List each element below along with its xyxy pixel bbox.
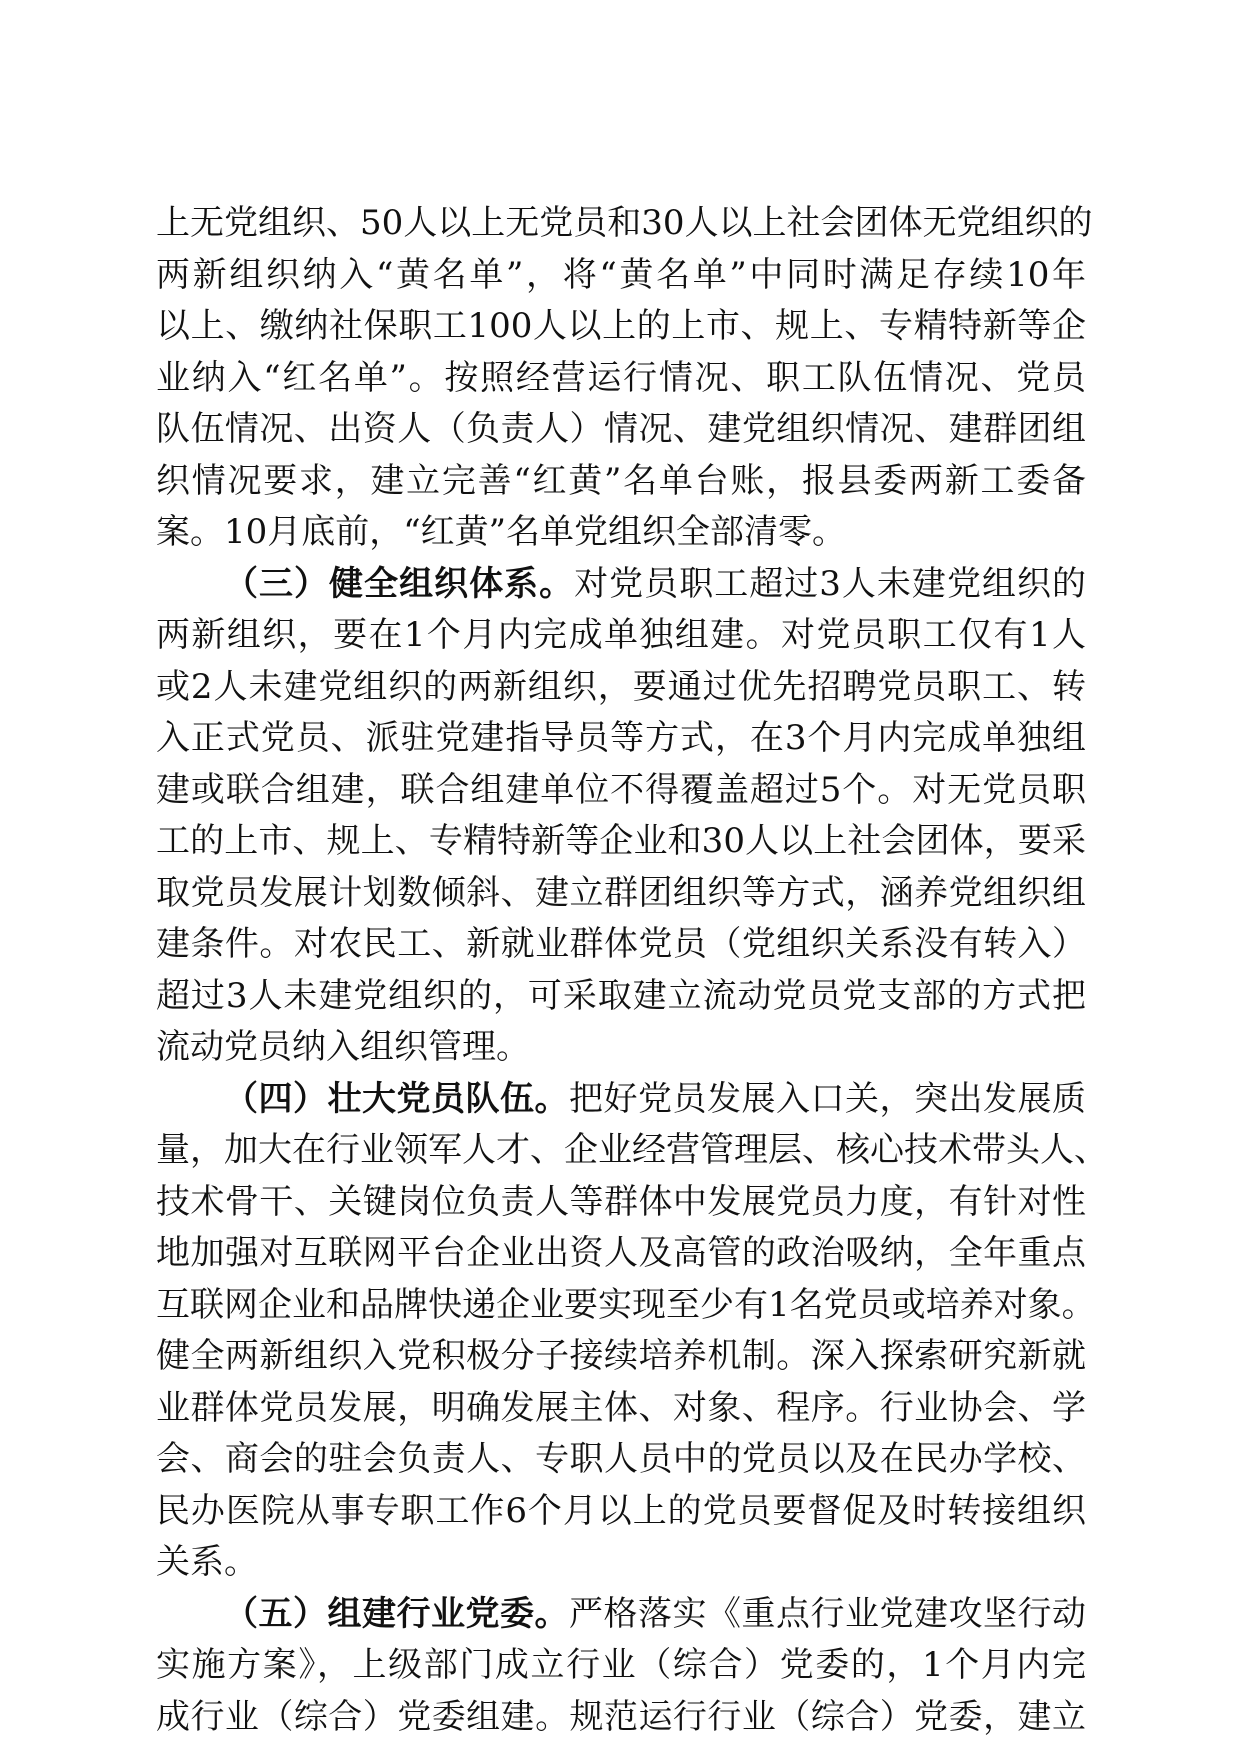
text-line: 队伍情况、出资人（负责人）情况、建党组织情况、建群团组 <box>156 409 1086 449</box>
section-heading: （五）组建行业党委。 <box>224 1593 569 1634</box>
text-line: 以上、缴纳社保职工100人以上的上市、规上、专精特新等企 <box>156 306 1086 346</box>
heading-rest-text: 对党员职工超过3人未建党组织的 <box>574 563 1086 604</box>
paragraph-organization-system <box>156 559 1086 1074</box>
text-line: 建条件。对农民工、新就业群体党员（党组织关系没有转入） <box>156 924 1086 964</box>
text-line: 入正式党员、派驻党建指导员等方式，在3个月内完成单独组 <box>156 718 1086 758</box>
text-line: 民办医院从事专职工作6个月以上的党员要督促及时转接组织 <box>156 1490 1086 1531</box>
text-line: 织情况要求，建立完善“红黄”名单台账，报县委两新工委备 <box>156 460 1086 501</box>
text-line <box>156 559 1086 611</box>
text-line: 上无党组织、50人以上无党员和30人以上社会团体无党组织的 <box>156 203 1093 243</box>
text-line: 技术骨干、关键岗位负责人等群体中发展党员力度，有针对性 <box>156 1181 1086 1222</box>
paragraph-party-members <box>156 1074 1108 1589</box>
text-line: 实施方案》，上级部门成立行业（综合）党委的，1个月内完 <box>156 1645 1086 1685</box>
text-line: 关系。 <box>156 1542 258 1582</box>
body-text <box>156 198 1108 1743</box>
text-line: 业纳入“红名单”。按照经营运行情况、职工队伍情况、党员 <box>156 357 1086 398</box>
paragraph-red-yellow-list <box>156 198 1093 559</box>
text-line: 量，加大在行业领军人才、企业经营管理层、核心技术带头人、 <box>156 1130 1108 1170</box>
text-line <box>156 1589 1086 1641</box>
text-line: 取党员发展计划数倾斜、建立群团组织等方式，涵养党组织组 <box>156 872 1086 913</box>
text-line <box>156 1074 1086 1126</box>
paragraph-industry-committee <box>156 1589 1086 1744</box>
text-line: 健全两新组织入党积极分子接续培养机制。深入探索研究新就 <box>156 1336 1086 1376</box>
section-heading: （四）壮大党员队伍。 <box>224 1078 569 1119</box>
text-line: 互联网企业和品牌快递企业要实现至少有1名党员或培养对象。 <box>156 1284 1096 1325</box>
heading-rest-text: 把好党员发展入口关，突出发展质 <box>569 1078 1086 1119</box>
text-line: 或2人未建党组织的两新组织，要通过优先招聘党员职工、转 <box>156 666 1086 707</box>
text-line: 业群体党员发展，明确发展主体、对象、程序。行业协会、学 <box>156 1387 1086 1428</box>
text-line: 会、商会的驻会负责人、专职人员中的党员以及在民办学校、 <box>156 1439 1086 1479</box>
text-line: 工的上市、规上、专精特新等企业和30人以上社会团体，要采 <box>156 821 1086 861</box>
text-line: 建或联合组建，联合组建单位不得覆盖超过5个。对无党员职 <box>156 769 1086 810</box>
text-line: 地加强对互联网平台企业出资人及高管的政治吸纳，全年重点 <box>156 1233 1086 1273</box>
text-line: 成行业（综合）党委组建。规范运行行业（综合）党委，建立 <box>156 1696 1086 1737</box>
section-heading: （三）健全组织体系。 <box>224 563 575 604</box>
text-line: 案。10月底前，“红黄”名单党组织全部清零。 <box>156 512 847 552</box>
heading-rest-text: 严格落实《重点行业党建攻坚行动 <box>569 1593 1086 1634</box>
text-line: 流动党员纳入组织管理。 <box>156 1027 530 1067</box>
text-line: 两新组织，要在1个月内完成单独组建。对党员职工仅有1人 <box>156 615 1086 655</box>
text-line: 超过3人未建党组织的，可采取建立流动党员党支部的方式把 <box>156 975 1086 1016</box>
text-line: 两新组织纳入“黄名单”，将“黄名单”中同时满足存续10年 <box>156 254 1086 295</box>
